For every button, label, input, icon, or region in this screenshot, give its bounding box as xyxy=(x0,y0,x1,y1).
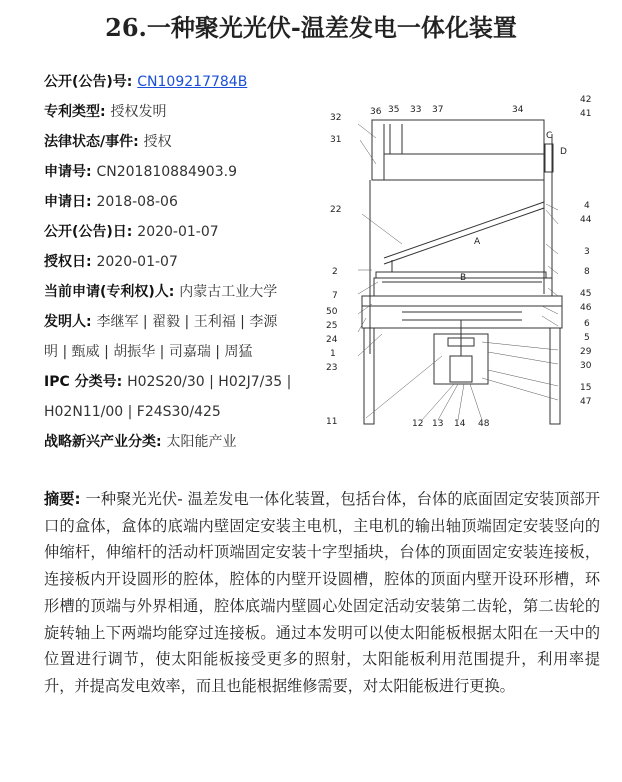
ipc-line1: H02S20/30 | H02J7/35 | xyxy=(127,374,292,390)
meta-app-date xyxy=(44,192,178,212)
pub-date-value: 2020-01-07 xyxy=(137,224,219,240)
ipc-label: IPC 分类号: xyxy=(44,374,128,390)
fig-label-48: 48 xyxy=(478,419,490,429)
fig-label-23: 23 xyxy=(326,363,338,373)
meta-grant-date xyxy=(44,252,178,272)
page-title: 26.一种聚光光伏-温差发电一体化装置 xyxy=(105,13,517,42)
fig-label-15: 15 xyxy=(580,383,592,393)
fig-label-4: 4 xyxy=(584,201,590,211)
fig-label-45: 45 xyxy=(580,289,592,299)
legal-status-value: 授权 xyxy=(143,134,172,150)
app-no-label: 申请号: xyxy=(44,164,97,180)
fig-label-22: 22 xyxy=(330,205,342,215)
fig-label-d: D xyxy=(560,147,567,157)
fig-label-41: 41 xyxy=(580,109,592,119)
abstract-paragraph xyxy=(44,486,600,700)
inventors-line1: 李继军 | 翟毅 | 王利福 | 李源 xyxy=(96,314,278,330)
fig-label-c: C xyxy=(546,131,553,141)
industry-label: 战略新兴产业分类: xyxy=(44,434,167,450)
fig-label-35: 35 xyxy=(388,105,400,115)
inventors-line2: 明 | 甄威 | 胡振华 | 司嘉瑞 | 周猛 xyxy=(44,344,253,360)
fig-label-36: 36 xyxy=(370,107,382,117)
fig-label-34: 34 xyxy=(512,105,524,115)
fig-label-33: 33 xyxy=(410,105,422,115)
fig-label-2: 2 xyxy=(332,267,338,277)
meta-applicant xyxy=(44,282,277,302)
fig-label-29: 29 xyxy=(580,347,592,357)
fig-label-6: 6 xyxy=(584,319,590,329)
inventors-label: 发明人: xyxy=(44,314,97,330)
fig-label-5: 5 xyxy=(584,333,590,343)
legal-status-label: 法律状态/事件: xyxy=(44,134,144,150)
meta-industry xyxy=(44,432,236,452)
fig-label-a: A xyxy=(474,237,481,247)
abstract-text: 一种聚光光伏- 温差发电一体化装置，包括台体，台体的底面固定安装顶部开口的盒体，盒体的底端内壁固定安装主电机，主电机的输出轴顶端固定安装竖向的伸缩杆，伸缩杆的活动杆顶端固定安装十字型插块，台体的顶面固定安装连接板，连接板内开设圆形的腔体，腔体的内壁开设圆槽，腔体的顶面内壁开设环形槽，环形槽的顶端与外界相通，腔体底端内壁圆心处固定活动安装第二齿轮，第二齿轮的旋转轴上下两端均能穿过连接板。通过本发明可以使太阳能板根据太阳在一天中的位置进行调节，使太阳能板接受更多的照射，太阳能板利用范围提升，利用率提升，并提高发电效率，而且也能根据维修需要，对太阳能板进行更换。 xyxy=(44,490,601,695)
applicant-label: 当前申请(专利权)人: xyxy=(44,284,180,300)
upper-housing xyxy=(372,120,544,180)
ipc-line2: H02N11/00 | F24S30/425 xyxy=(44,404,221,420)
fig-label-46: 46 xyxy=(580,303,592,313)
industry-value: 太阳能产业 xyxy=(166,434,237,450)
pub-no-label: 公开(公告)号: xyxy=(44,74,138,90)
fig-label-7: 7 xyxy=(332,291,338,301)
patent-type-value: 授权发明 xyxy=(110,104,167,120)
app-date-value: 2018-08-06 xyxy=(96,194,178,210)
abstract-label: 摘要: xyxy=(44,490,81,508)
meta-legal-status xyxy=(44,132,172,152)
meta-app-no xyxy=(44,162,237,182)
pub-date-label: 公开(公告)日: xyxy=(44,224,138,240)
patent-drawing-svg xyxy=(322,94,622,434)
fig-label-32: 32 xyxy=(330,113,342,123)
meta-patent-type xyxy=(44,102,166,122)
fig-label-8: 8 xyxy=(584,267,590,277)
meta-ipc-cont xyxy=(44,402,221,422)
app-date-label: 申请日: xyxy=(44,194,97,210)
fig-label-42: 42 xyxy=(580,95,592,105)
fig-label-44: 44 xyxy=(580,215,592,225)
fig-label-25: 25 xyxy=(326,321,338,331)
fig-label-3: 3 xyxy=(584,247,590,257)
meta-ipc xyxy=(44,372,291,392)
fig-label-37: 37 xyxy=(432,105,444,115)
meta-inventors-cont xyxy=(44,342,252,362)
meta-inventors xyxy=(44,312,277,332)
fig-label-13: 13 xyxy=(432,419,444,429)
fig-label-14: 14 xyxy=(454,419,466,429)
meta-pub-date xyxy=(44,222,219,242)
fig-label-30: 30 xyxy=(580,361,592,371)
fig-label-12: 12 xyxy=(412,419,424,429)
fig-label-1: 1 xyxy=(330,349,336,359)
patent-type-label: 专利类型: xyxy=(44,104,111,120)
pub-no-link[interactable]: CN109217784B xyxy=(137,74,248,90)
patent-drawing xyxy=(322,94,622,434)
tilted-panel xyxy=(384,202,544,258)
fig-label-31: 31 xyxy=(330,135,342,145)
right-leg xyxy=(550,328,560,424)
meta-pub-no xyxy=(44,72,247,92)
table-top xyxy=(362,296,562,306)
fig-label-50: 50 xyxy=(326,307,338,317)
grant-date-value: 2020-01-07 xyxy=(96,254,178,270)
fig-label-24: 24 xyxy=(326,335,338,345)
fig-label-11: 11 xyxy=(326,417,338,427)
app-no-value: CN201810884903.9 xyxy=(96,164,237,180)
fig-label-47: 47 xyxy=(580,397,592,407)
grant-date-label: 授权日: xyxy=(44,254,97,270)
applicant-value: 内蒙古工业大学 xyxy=(179,284,278,300)
fig-label-b: B xyxy=(460,273,467,283)
